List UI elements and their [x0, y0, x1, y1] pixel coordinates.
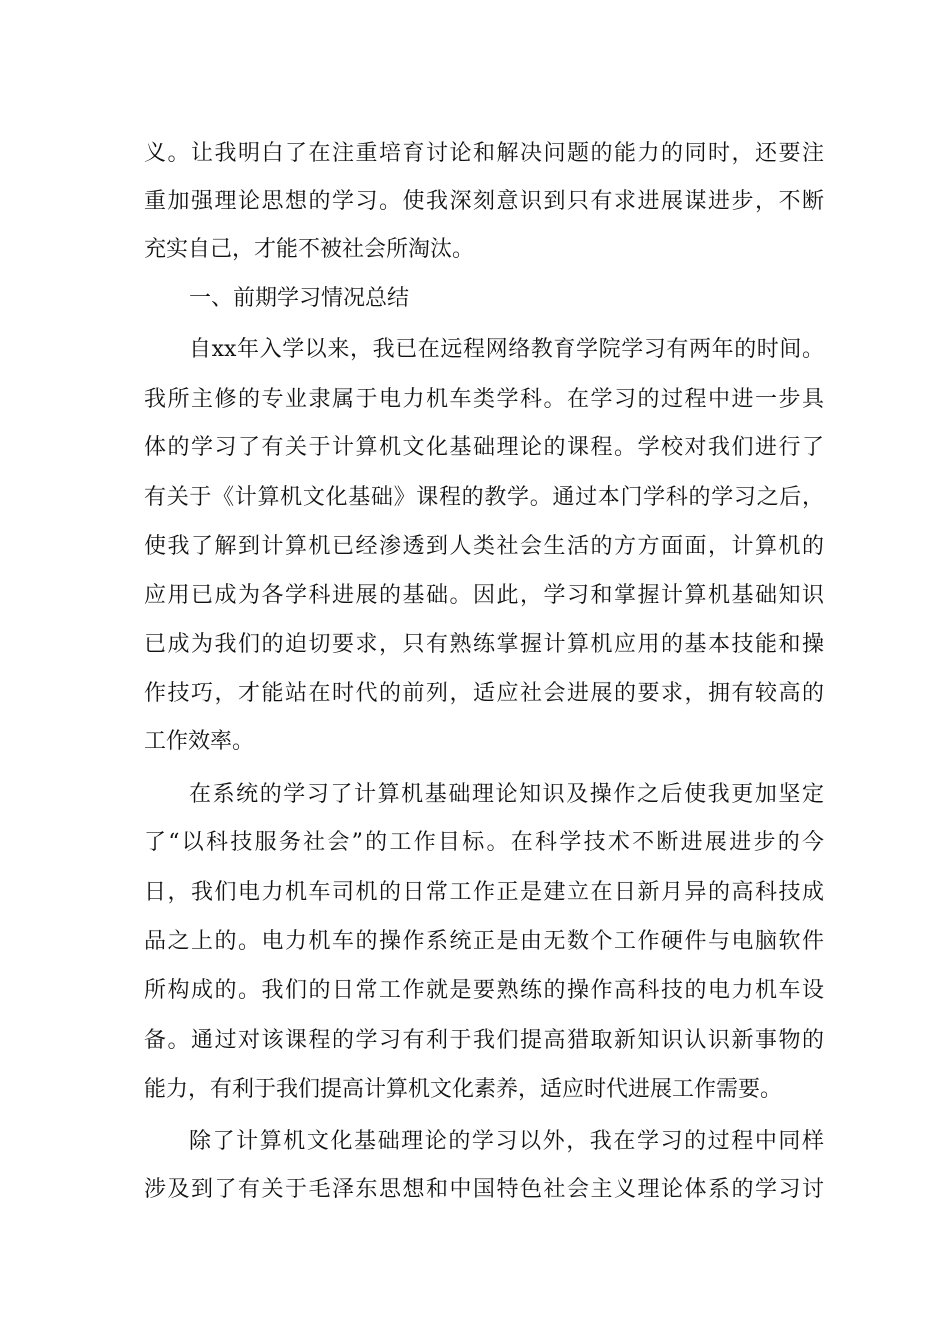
- text-line: 在系统的学习了计算机基础理论知识及操作之后使我更加坚定: [189, 782, 824, 807]
- text-line: 自xx年入学以来，我已在远程网络教育学院学习有两年的时间。: [189, 337, 824, 362]
- text-line: 涉及到了有关于毛泽东思想和中国特色社会主义理论体系的学习讨: [144, 1177, 824, 1202]
- text-line: 所构成的。我们的日常工作就是要熟练的操作高科技的电力机车设: [144, 978, 824, 1003]
- text-line: 有关于《计算机文化基础》课程的教学。通过本门学科的学习之后，: [144, 485, 824, 510]
- text-line: 体的学习了有关于计算机文化基础理论的课程。学校对我们进行了: [144, 435, 824, 460]
- text-line: 能力，有利于我们提高计算机文化素养，适应时代进展工作需要。: [144, 1077, 783, 1102]
- text-line: 备。通过对该课程的学习有利于我们提高猎取新知识认识新事物的: [144, 1028, 824, 1053]
- text-line: 我所主修的专业隶属于电力机车类学科。在学习的过程中进一步具: [144, 387, 824, 412]
- text-line: 工作效率。: [144, 729, 255, 754]
- text-line: 了“以科技服务社会”的工作目标。在科学技术不断进展进步的今: [144, 830, 824, 855]
- text-line: 除了计算机文化基础理论的学习以外，我在学习的过程中同样: [189, 1129, 824, 1154]
- section-heading: 一、前期学习情况总结: [189, 286, 410, 311]
- text-line: 日，我们电力机车司机的日常工作正是建立在日新月异的高科技成: [144, 880, 824, 905]
- text-line: 应用已成为各学科进展的基础。因此，学习和掌握计算机基础知识: [144, 583, 824, 608]
- text-line: 作技巧，才能站在时代的前列，适应社会进展的要求，拥有较高的: [144, 681, 824, 706]
- text-line: 重加强理论思想的学习。使我深刻意识到只有求进展谋进步，不断: [144, 189, 824, 214]
- text-line: 品之上的。电力机车的操作系统正是由无数个工作硬件与电脑软件: [144, 929, 824, 954]
- text-line: 充实自己，才能不被社会所淘汰。: [144, 237, 475, 262]
- text-line: 义。让我明白了在注重培育讨论和解决问题的能力的同时，还要注: [144, 141, 824, 166]
- text-line: 使我了解到计算机已经渗透到人类社会生活的方方面面，计算机的: [144, 534, 824, 559]
- text-line: 已成为我们的迫切要求，只有熟练掌握计算机应用的基本技能和操: [144, 632, 824, 657]
